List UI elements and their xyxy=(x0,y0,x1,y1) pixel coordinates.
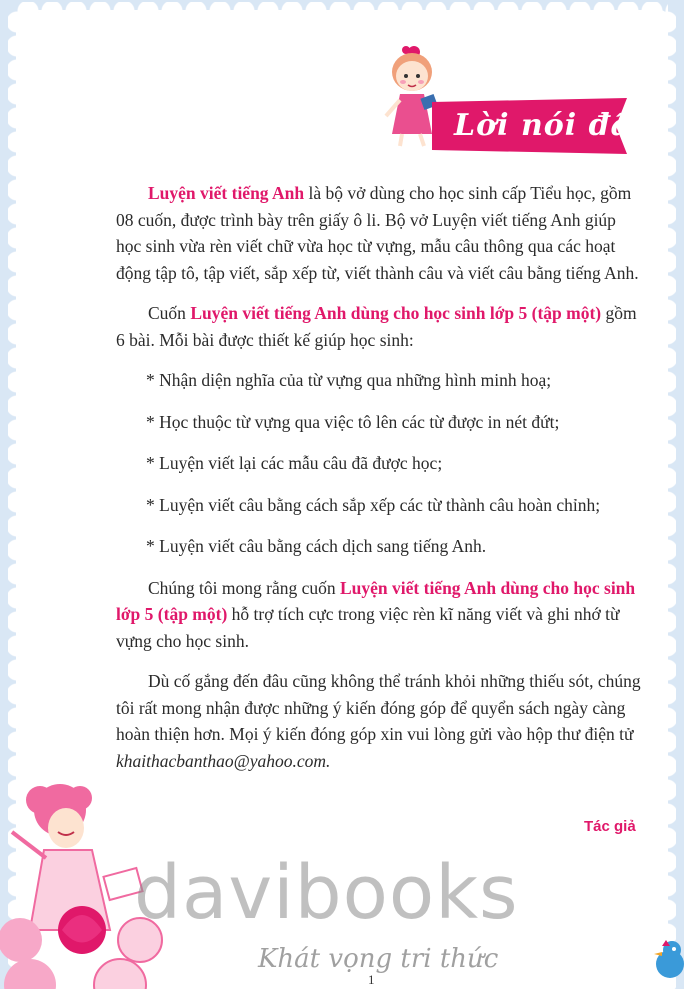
paragraph-intro xyxy=(116,180,642,286)
volume-name-highlight: Luyện viết tiếng Anh dùng cho học sinh lớp 5 (tập một) xyxy=(116,577,636,624)
paragraph-hope xyxy=(116,575,642,655)
page-number: 1 xyxy=(368,972,375,987)
preface-content xyxy=(116,180,642,788)
author-signature: Tác giả xyxy=(584,818,636,835)
scalloped-top-border xyxy=(16,2,668,20)
bullet-item: * Luyện viết câu bằng cách sắp xếp các từ thành câu hoàn chỉnh; xyxy=(146,494,601,515)
paragraph-text: là bộ vở dùng cho học sinh cấp Tiểu học, gồm 08 cuốn, được trình bày trên giấy ô li. Bộ vở Luyện viết tiếng Anh giúp học sinh vừa rèn viết chữ vừa học từ vựng, mẫu câu thông qua các hoạt động tập tô, tập viết, sắp xếp từ, viết thành câu và viết câu bằng tiếng Anh. xyxy=(116,183,639,283)
title-banner xyxy=(432,98,654,154)
book-name-highlight: Luyện viết tiếng Anh xyxy=(148,183,305,203)
bullet-item: * Luyện viết lại các mẫu câu đã được học; xyxy=(146,453,443,473)
page-title: Lời nói đầu xyxy=(454,108,654,143)
bird-icon xyxy=(650,940,684,980)
email-address: khaithacbanthao@yahoo.com. xyxy=(116,750,331,771)
paragraph-text: hỗ trợ tích cực trong việc rèn kĩ năng viết và ghi nhớ từ vựng cho học sinh. xyxy=(116,604,620,651)
paragraph-text: Cuốn xyxy=(148,303,191,323)
paragraph-text: Dù cố gắng đến đâu cũng không thể tránh khỏi những thiếu sót, chúng tôi rất mong nhận được những ý kiến đóng góp để quyển sách ngày càng hoàn thiện hơn. Mọi ý kiến đóng góp xin vui lòng gửi vào hộp thư điện tử xyxy=(116,671,641,744)
paragraph-text: Chúng tôi mong rằng cuốn xyxy=(148,577,340,598)
paragraph-feedback xyxy=(116,668,642,774)
scalloped-right-border xyxy=(658,10,676,989)
volume-name-highlight: Luyện viết tiếng Anh dùng cho học sinh lớp 5 (tập một) xyxy=(190,303,602,323)
watermark-tagline: Khát vọng tri thức xyxy=(258,944,499,974)
paragraph-text: gồm 6 bài. Mỗi bài được thiết kế giúp học sinh: xyxy=(116,303,637,350)
bullet-item: * Nhận diện nghĩa của từ vựng qua những hình minh hoạ; xyxy=(146,370,552,390)
bullet-item: * Luyện viết câu bằng cách dịch sang tiếng Anh. xyxy=(146,536,487,556)
paragraph-volume xyxy=(116,300,642,353)
bullet-item: * Học thuộc từ vựng qua việc tô lên các từ được in nét đứt; xyxy=(146,411,560,432)
watermark-brand: davibooks xyxy=(134,850,519,936)
